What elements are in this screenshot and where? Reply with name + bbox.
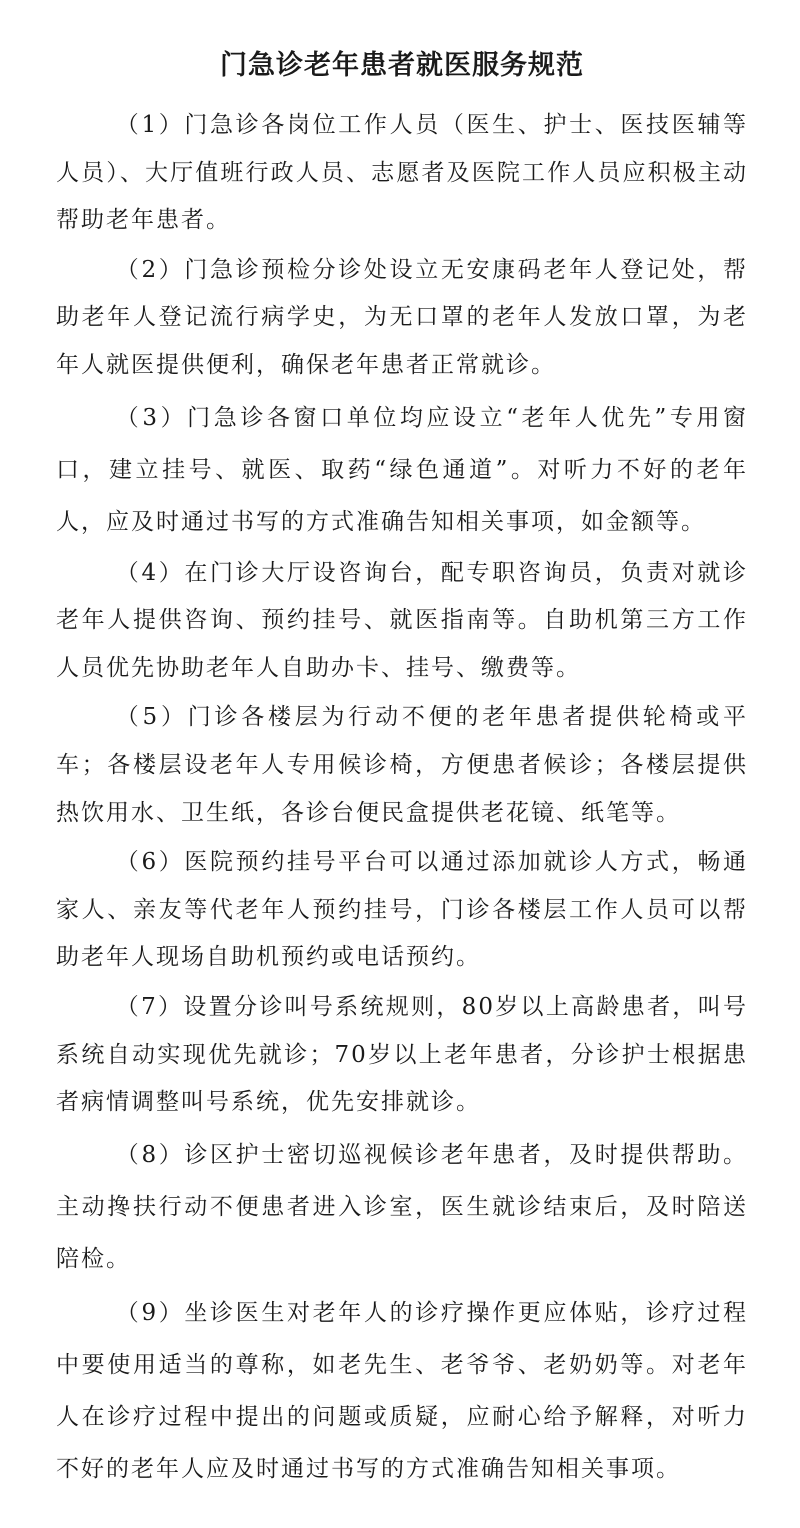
clause-1: （1）门急诊各岗位工作人员（医生、护士、医技医辅等人员）、大厅值班行政人员、志愿者及医院工作人员应积极主动帮助老年患者。	[56, 112, 748, 234]
clause-3: （3）门急诊各窗口单位均应设立“老年人优先”专用窗口，建立挂号、就医、取药“绿色通道”。对听力不好的老年人，应及时通过书写的方式准确告知相关事项，如金额等。	[56, 404, 748, 535]
document-title: 门急诊老年患者就医服务规范	[220, 50, 584, 81]
clause-5: （5）门诊各楼层为行动不便的老年患者提供轮椅或平车；各楼层设老年人专用候诊椅，方便患者候诊；各楼层提供热饮用水、卫生纸，各诊台便民盒提供老花镜、纸笔等。	[56, 704, 748, 826]
clause-2: （2）门急诊预检分诊处设立无安康码老年人登记处，帮助老年人登记流行病学史，为无口罩的老年人发放口罩，为老年人就医提供便利，确保老年患者正常就诊。	[56, 256, 748, 378]
clause-8: （8）诊区护士密切巡视候诊老年患者，及时提供帮助。主动搀扶行动不便患者进入诊室，医生就诊结束后，及时陪送陪检。	[56, 1141, 748, 1272]
clause-4: （4）在门诊大厅设咨询台，配专职咨询员，负责对就诊老年人提供咨询、预约挂号、就医指南等。自助机第三方工作人员优先协助老年人自助办卡、挂号、缴费等。	[56, 559, 748, 681]
clause-6: （6）医院预约挂号平台可以通过添加就诊人方式，畅通家人、亲友等代老年人预约挂号，门诊各楼层工作人员可以帮助老年人现场自助机预约或电话预约。	[56, 849, 748, 971]
clause-7: （7）设置分诊叫号系统规则，80岁以上高龄患者，叫号系统自动实现优先就诊；70岁以上老年患者，分诊护士根据患者病情调整叫号系统，优先安排就诊。	[56, 993, 748, 1116]
clause-9: （9）坐诊医生对老年人的诊疗操作更应体贴，诊疗过程中要使用适当的尊称，如老先生、老爷爷、老奶奶等。对老年人在诊疗过程中提出的问题或质疑，应耐心给予解释，对听力不好的老年人应及时通过书写的方式准确告知相关事项。	[56, 1299, 748, 1482]
